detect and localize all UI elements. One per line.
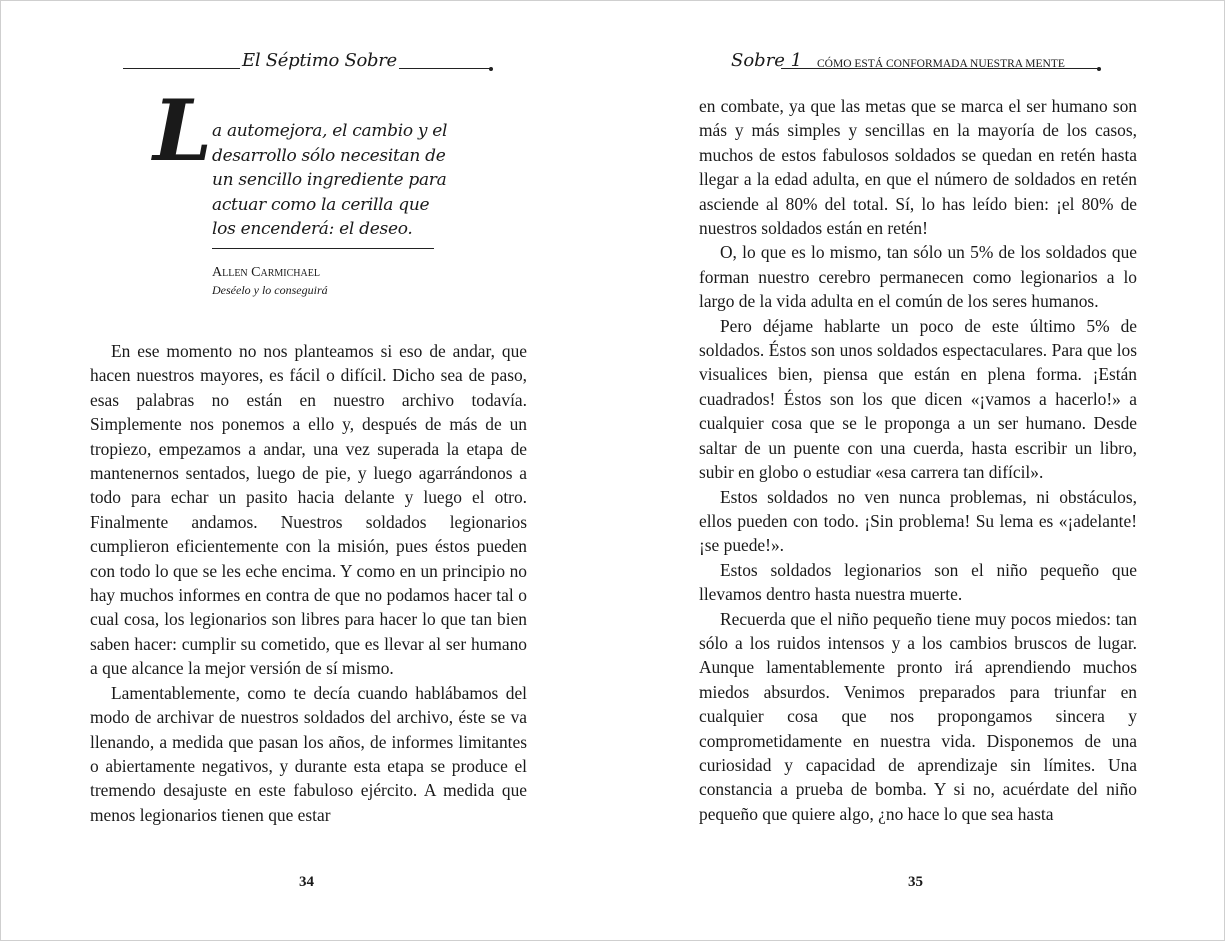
epigraph-line: desarrollo sólo necesitan de — [212, 145, 446, 166]
page-number-right: 35 — [908, 874, 923, 890]
epigraph-line: un sencillo ingrediente para — [212, 170, 447, 190]
drop-cap: L — [153, 81, 213, 180]
paragraph: Estos soldados legionarios son el niño pequeño que llevamos dentro hasta nuestra muerte. — [699, 559, 1137, 605]
right-body-text — [699, 94, 1137, 826]
epigraph-source: Deséelo y lo conseguirá — [212, 283, 328, 297]
paragraph: En ese momento no nos planteamos si eso de andar, que hacen nuestros mayores, es fácil o difícil. Dicho sea de paso, esas palabras no están en nuestro archivo todavía. Simplemente nos ponemos a ello y, después de más de un tropiezo, empezamos a andar, una vez superada la etapa de mantenernos sentados, luego de pie, y luego agarrándonos a todo para echar un pasito hacia delante y luego el otro. Finalmente andamos. Nuestros soldados legionarios cumplieron eficientemente con la misión, pues éstos pueden con todo lo que se les eche encima. Y como en un principio no hay muchos informes en contra de que no podamos hacer tal o cual cosa, los legionarios son libres para hacer lo que tan bien saben hacer: cumplir su cometido, que es llevar al ser humano a que alcance la mejor versión de sí mismo. — [90, 341, 527, 679]
paragraph: Recuerda que el niño pequeño tiene muy pocos miedos: tan sólo a los ruidos intensos y a los cambios bruscos de lugar. Aunque lamentablemente pronto irá aprendiendo muchos miedos absurdos. Venimos preparados para triunfar en cualquier cosa que nos propongamos sincera y comprometidamente en nuestra vida. Disponemos de una curiosidad y capacidad de aprendizaje sin límites. Una constancia a prueba de bomba. Y si no, acuérdate del niño pequeño que quiere algo, ¿no hace lo que sea hasta — [699, 608, 1137, 824]
epigraph-line: a automejora, el cambio y el — [212, 121, 448, 141]
running-head-dot — [489, 67, 493, 71]
epigraph-line: actuar como la cerilla que — [212, 194, 430, 215]
paragraph: Estos soldados no ven nunca problemas, ni obstáculos, ellos pueden con todo. ¡Sin problema! Su lema es «¡adelante! ¡se puede!». — [699, 486, 1137, 556]
running-head-left — [123, 49, 495, 73]
paragraph: Lamentablemente, como te decía cuando hablábamos del modo de archivar de nuestros soldados del archivo, éste se va llenando, a medida que pasan los años, de informes limitantes o abiertamente negativos, y durante esta etapa se produce el tremendo desajuste en este fabuloso ejército. A medida que menos legionarios tienen que estar — [90, 682, 527, 825]
book-title: El Séptimo Sobre — [242, 50, 397, 71]
running-head-right — [731, 49, 1107, 73]
paragraph: Pero déjame hablarte un poco de este último 5% de soldados. Éstos son unos soldados espectaculares. Para que los visualices bien, piensa que están en plena forma. ¡Están cuadrados! Éstos son los que dicen «¡vamos a hacerlo!» a cualquier cosa que se le proponga a un ser humano. Desde saltar de un puente con una cuerda, hasta escribir un libro, subir en globo o estudiar «esa carrera tan difícil». — [699, 315, 1137, 483]
left-body-text — [90, 339, 527, 827]
chapter-number: Sobre 1 — [731, 50, 803, 71]
epigraph-line: los encenderá: el deseo. — [212, 219, 413, 239]
page-number-left: 34 — [299, 874, 314, 890]
left-page — [1, 1, 613, 942]
epigraph-quote — [212, 119, 448, 242]
chapter-title: CÓMO ESTÁ CONFORMADA NUESTRA MENTE — [817, 58, 1065, 70]
epigraph-divider — [212, 248, 434, 249]
running-head-dot — [1097, 67, 1101, 71]
right-page — [613, 1, 1225, 942]
epigraph-author: Allen Carmichael — [212, 265, 320, 280]
paragraph: O, lo que es lo mismo, tan sólo un 5% de los soldados que forman nuestro cerebro permanecen como legionarios a lo largo de la vida adulta en el común de los seres humanos. — [699, 242, 1137, 312]
paragraph-continuation: en combate, ya que las metas que se marca el ser humano son más y más simples y sencillas en la mayoría de los casos, muchos de estos fabulosos soldados se quedan en retén hasta llegar a la edad adulta, en que el número de soldados en retén asciende al 80% del total. Sí, lo has leído bien: ¡el 80% de nuestros soldados están en retén! — [699, 96, 1137, 239]
